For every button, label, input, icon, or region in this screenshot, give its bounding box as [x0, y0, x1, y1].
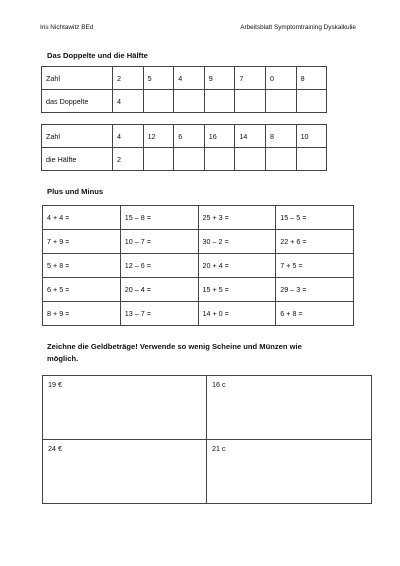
table-cell — [265, 148, 296, 171]
heading-plus-minus: Plus und Minus — [47, 187, 104, 196]
exercise-cell: 6 + 8 = — [276, 302, 354, 326]
table-cell: 2 — [113, 67, 144, 90]
table-cell — [143, 148, 174, 171]
exercise-cell: 5 + 8 = — [43, 254, 121, 278]
table-row — [43, 278, 354, 302]
table-cell: 4 — [174, 67, 205, 90]
heading-geldbetraege-line2: möglich. — [47, 354, 79, 363]
table-cell: 10 — [296, 125, 327, 148]
table-cell: 8 — [265, 125, 296, 148]
table-cell — [235, 148, 266, 171]
table-row — [43, 230, 354, 254]
money-drawing-cell: 21 c — [207, 440, 372, 504]
table-cell — [296, 90, 327, 113]
table-cell — [235, 90, 266, 113]
table-row — [42, 67, 327, 90]
exercise-cell: 15 – 8 = — [120, 206, 198, 230]
exercise-cell: 4 + 4 = — [43, 206, 121, 230]
table-cell — [143, 90, 174, 113]
exercise-cell: 14 + 0 = — [198, 302, 276, 326]
table-row — [43, 254, 354, 278]
exercise-cell: 8 + 9 = — [43, 302, 121, 326]
table-cell — [174, 90, 205, 113]
exercise-cell: 22 + 6 = — [276, 230, 354, 254]
table-row — [43, 440, 372, 504]
exercise-cell: 15 – 5 = — [276, 206, 354, 230]
exercise-cell: 10 – 7 = — [120, 230, 198, 254]
heading-doppelte-haelfte: Das Doppelte und die Hälfte — [47, 51, 148, 60]
table-cell: die Hälfte — [42, 148, 113, 171]
table-cell: Zahl — [42, 67, 113, 90]
table-row — [43, 376, 372, 440]
table-haelfte — [41, 124, 327, 171]
money-drawing-cell: 19 € — [43, 376, 207, 440]
table-row — [42, 90, 327, 113]
exercise-cell: 12 – 6 = — [120, 254, 198, 278]
exercise-cell: 20 – 4 = — [120, 278, 198, 302]
table-cell — [204, 90, 235, 113]
money-drawing-cell: 16 c — [207, 376, 372, 440]
table-row — [43, 206, 354, 230]
exercise-cell: 7 + 9 = — [43, 230, 121, 254]
exercise-cell: 7 + 5 = — [276, 254, 354, 278]
table-cell — [204, 148, 235, 171]
table-cell — [174, 148, 205, 171]
table-cell: 0 — [265, 67, 296, 90]
table-cell: 2 — [113, 148, 144, 171]
table-cell: 16 — [204, 125, 235, 148]
table-cell: 9 — [204, 67, 235, 90]
exercise-cell: 30 – 2 = — [198, 230, 276, 254]
table-cell: 12 — [143, 125, 174, 148]
heading-geldbetraege — [47, 341, 367, 365]
table-cell: 4 — [113, 125, 144, 148]
table-cell: 6 — [174, 125, 205, 148]
header-author: Iris Nichtawitz BEd — [40, 24, 94, 31]
exercise-cell: 6 + 5 = — [43, 278, 121, 302]
table-cell — [265, 90, 296, 113]
table-cell — [296, 148, 327, 171]
table-cell: das Doppelte — [42, 90, 113, 113]
table-row — [43, 302, 354, 326]
table-cell: 7 — [235, 67, 266, 90]
header-worksheet-title: Arbeitsblatt Symptomtraining Dyskalkulie — [240, 24, 356, 31]
table-cell: 14 — [235, 125, 266, 148]
table-row — [42, 125, 327, 148]
table-cell: 4 — [113, 90, 144, 113]
table-cell: 8 — [296, 67, 327, 90]
table-row — [42, 148, 327, 171]
table-geldbetraege — [42, 375, 372, 504]
exercise-cell: 25 + 3 = — [198, 206, 276, 230]
heading-geldbetraege-line1: Zeichne die Geldbeträge! Verwende so wenig Scheine und Münzen wie — [47, 342, 302, 351]
exercise-cell: 29 – 3 = — [276, 278, 354, 302]
table-doppelte — [41, 66, 327, 113]
money-drawing-cell: 24 € — [43, 440, 207, 504]
table-cell: 5 — [143, 67, 174, 90]
table-cell: Zahl — [42, 125, 113, 148]
table-plus-minus — [42, 205, 354, 326]
exercise-cell: 13 – 7 = — [120, 302, 198, 326]
exercise-cell: 20 + 4 = — [198, 254, 276, 278]
exercise-cell: 15 + 5 = — [198, 278, 276, 302]
